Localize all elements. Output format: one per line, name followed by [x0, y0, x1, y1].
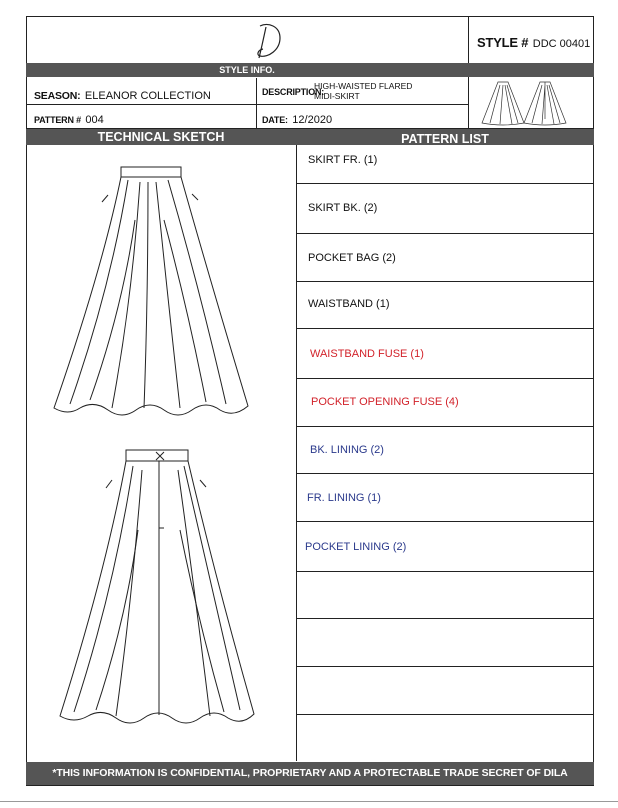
skirt-thumbnail-icon: [478, 79, 588, 127]
pattern-number-value: 004: [85, 114, 104, 126]
pattern-number-field: [34, 110, 104, 128]
page-bottom-rule: [0, 801, 618, 802]
thumbnail-sketch: [478, 79, 588, 127]
season-value: ELEANOR COLLECTION: [84, 90, 211, 102]
description-label: DESCRIPTION:: [262, 87, 325, 97]
logo-mark-icon: [250, 20, 290, 62]
date-value: 12/2020: [292, 114, 333, 126]
pattern-row-divider: [296, 473, 594, 474]
pattern-item: WAISTBAND FUSE (1): [310, 348, 424, 360]
pattern-row-divider: [296, 618, 594, 619]
pattern-item: SKIRT BK. (2): [308, 202, 378, 214]
date-field: [262, 110, 332, 128]
pattern-row-divider: [296, 571, 594, 572]
front-view-drawing: [54, 167, 248, 415]
sketch-list-divider: [296, 145, 297, 761]
pattern-row-divider: [296, 378, 594, 379]
style-number-label: STYLE #: [477, 35, 529, 50]
pattern-item: POCKET BAG (2): [308, 252, 396, 264]
style-info-bar: [26, 63, 468, 77]
pattern-row-divider: [296, 714, 594, 715]
brand-logo: [250, 20, 290, 62]
skirt-technical-sketch: [40, 150, 290, 750]
pattern-row-divider: [296, 521, 594, 522]
back-view-drawing: [60, 450, 254, 723]
pattern-number-label: PATTERN #: [34, 115, 81, 125]
style-number-value: DDC 00401: [532, 38, 591, 50]
info-column-divider: [256, 78, 257, 128]
info-row-divider: [26, 104, 468, 105]
technical-sketch-area: [40, 150, 290, 750]
pattern-row-divider: [296, 233, 594, 234]
confidentiality-notice: *THIS INFORMATION IS CONFIDENTIAL, PROPRIETARY AND A PROTECTABLE TRADE SECRET OF DILA DESIGNS.CO*: [52, 767, 568, 802]
technical-sketch-title: TECHNICAL SKETCH: [97, 130, 225, 144]
pattern-list-title: PATTERN LIST: [401, 132, 489, 146]
description-line-2: MIDI-SKIRT: [314, 91, 360, 101]
pattern-row-divider: [296, 281, 594, 282]
pattern-row-divider: [296, 183, 594, 184]
pattern-item: BK. LINING (2): [310, 444, 384, 456]
pattern-item: FR. LINING (1): [307, 492, 381, 504]
description-line-1: HIGH-WAISTED FLARED: [314, 81, 413, 91]
info-thumb-divider: [468, 78, 469, 128]
date-label: DATE:: [262, 115, 288, 125]
pattern-item: POCKET LINING (2): [305, 541, 407, 553]
style-info-title: STYLE INFO.: [219, 65, 275, 75]
pattern-item: POCKET OPENING FUSE (4): [311, 396, 459, 408]
style-number-block: [477, 34, 592, 52]
style-info-bar-right: [468, 63, 594, 77]
season-label: SEASON:: [34, 90, 81, 102]
season-field: [34, 86, 211, 104]
pattern-row-divider: [296, 666, 594, 667]
pattern-item: SKIRT FR. (1): [308, 154, 378, 166]
pattern-row-divider: [296, 426, 594, 427]
pattern-item: WAISTBAND (1): [308, 298, 390, 310]
footer-bar: [26, 762, 594, 802]
pattern-row-divider: [296, 328, 594, 329]
